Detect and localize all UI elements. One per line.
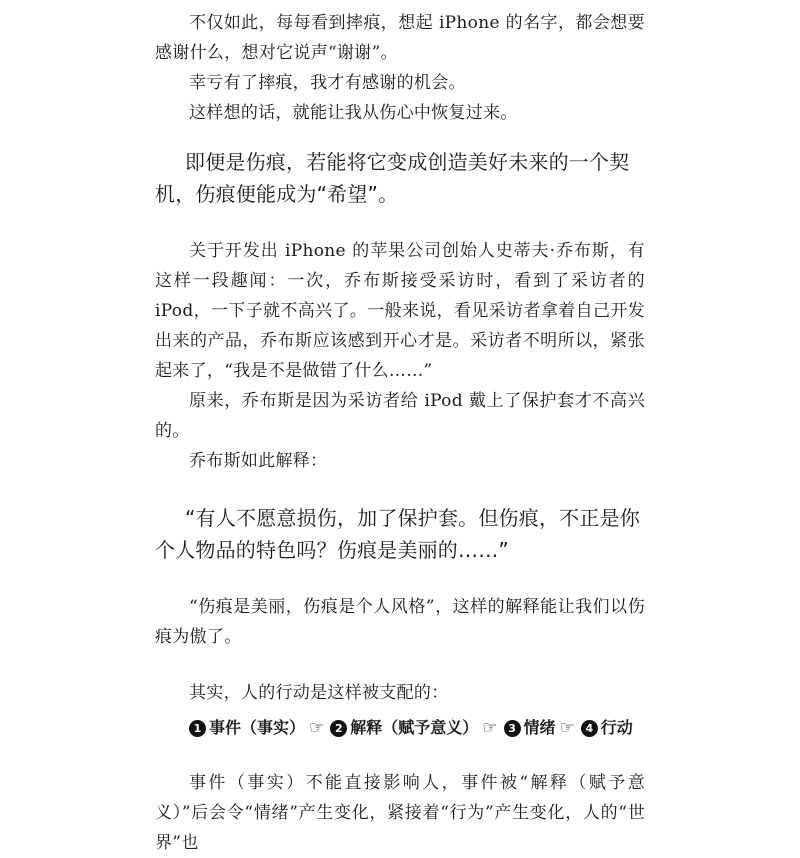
- paragraph: 关于开发出 iPhone 的苹果公司创始人史蒂夫·乔布斯，有这样一段趣闻：一次，乔布斯接受采访时，看到了采访者的 iPod，一下子就不高兴了。一般来说，看见采访者拿着自己开发出来的产品，乔布斯应该感到开心才是。采访者不明所以，紧张起来了，“我是不是做错了什么……”: [155, 241, 645, 381]
- paragraph: 不仅如此，每每看到摔痕，想起 iPhone 的名字，都会想要感谢什么，想对它说声“谢谢”。: [155, 13, 645, 63]
- action-flow: [155, 714, 645, 742]
- paragraph: “伤痕是美丽，伤痕是个人风格”，这样的解释能让我们以伤痕为傲了。: [155, 597, 645, 647]
- flow-step-label: 事件（事实）: [209, 718, 306, 737]
- flow-step-label: 行动: [600, 718, 633, 737]
- paragraph: 这样想的话，就能让我从伤心中恢复过来。: [189, 103, 518, 123]
- pointing-hand-icon: ☞: [482, 718, 498, 738]
- pointing-hand-icon: ☞: [309, 718, 325, 738]
- highlight-quote: 即便是伤痕，若能将它变成创造美好未来的一个契机，伤痕便能成为“希望”。: [155, 150, 630, 206]
- paragraph: 乔布斯如此解释：: [189, 451, 328, 471]
- flow-step-label: 情绪: [523, 718, 556, 737]
- step-number-badge: 2: [330, 720, 347, 737]
- flow-step-label: 解释（赋予意义）: [350, 718, 479, 737]
- pointing-hand-icon: ☞: [559, 718, 575, 738]
- paragraph: 幸亏有了摔痕，我才有感谢的机会。: [189, 73, 466, 93]
- paragraph: 事件（事实）不能直接影响人，事件被“解释（赋予意义）”后会令“情绪”产生变化，紧接着“行为”产生变化，人的“世界”也: [155, 773, 645, 853]
- jobs-quote: “有人不愿意损伤，加了保护套。但伤痕，不正是你个人物品的特色吗？伤痕是美丽的……”: [155, 506, 640, 562]
- paragraph: 原来，乔布斯是因为采访者给 iPod 戴上了保护套才不高兴的。: [155, 391, 645, 441]
- step-number-badge: 1: [189, 720, 206, 737]
- step-number-badge: 3: [504, 720, 521, 737]
- book-page: [155, 0, 645, 853]
- step-number-badge: 4: [581, 720, 598, 737]
- paragraph: 其实，人的行动是这样被支配的：: [189, 683, 449, 703]
